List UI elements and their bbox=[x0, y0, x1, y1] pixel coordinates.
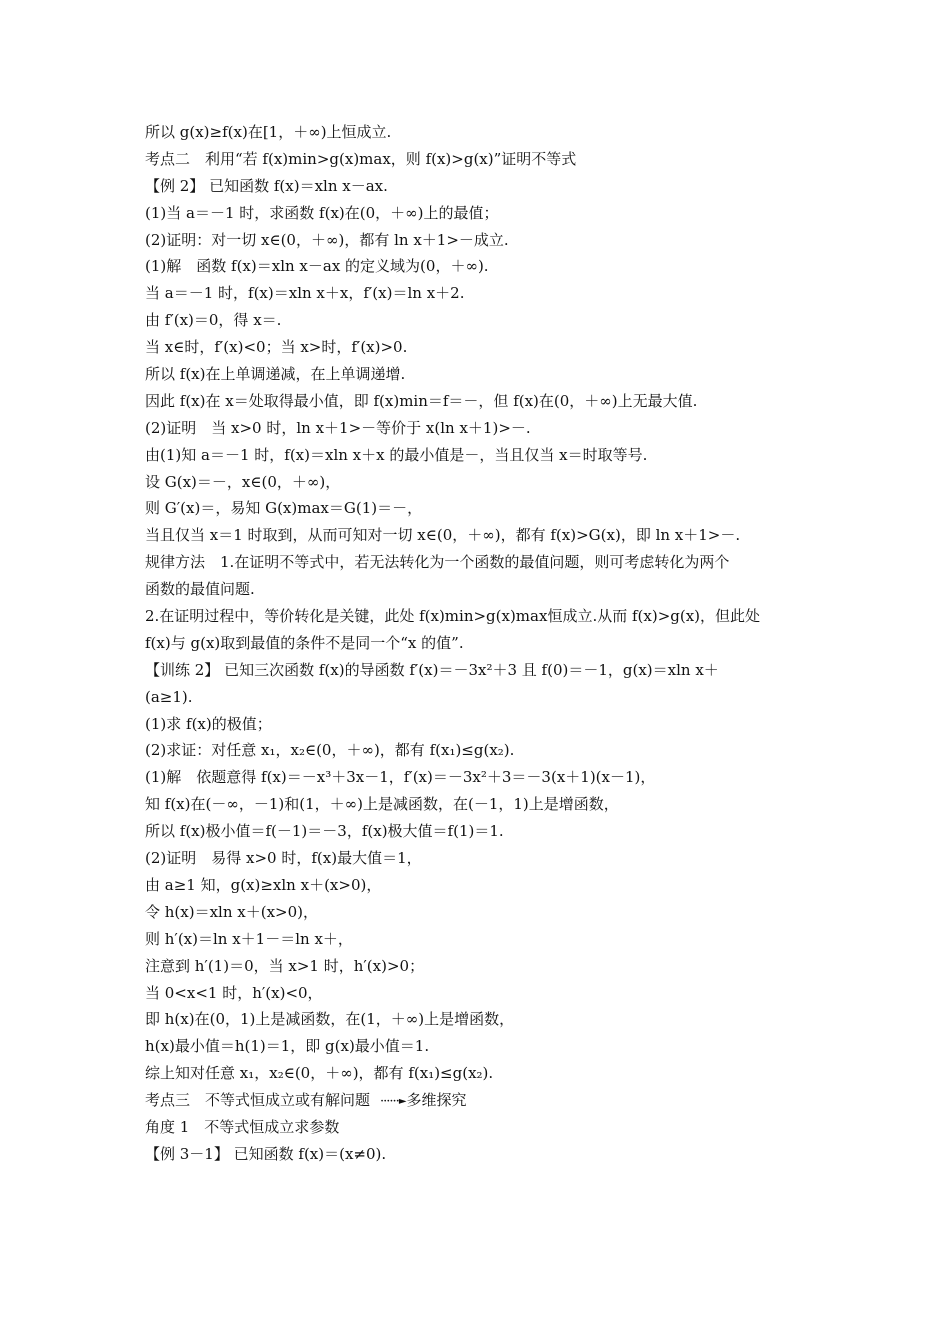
text-line: 即 h(x)在(0，1)上是减函数，在(1，＋∞)上是增函数， bbox=[145, 1010, 515, 1029]
section-badge: 多维探究 bbox=[406, 1091, 467, 1110]
text-line: 因此 f(x)在 x＝处取得最小值，即 f(x)min＝f＝－，但 f(x)在(0，＋∞)上无最大值. bbox=[145, 391, 698, 410]
arrow-icon: ······► bbox=[380, 1094, 407, 1110]
text-line: 知 f(x)在(－∞，－1)和(1，＋∞)上是减函数，在(－1，1)上是增函数， bbox=[145, 795, 619, 814]
text-line: (2)求证：对任意 x₁，x₂∈(0，＋∞)，都有 f(x₁)≤g(x₂). bbox=[145, 741, 515, 760]
text-line: (1)解 依题意得 f(x)＝－x³＋3x－1，f′(x)＝－3x²＋3＝－3(x＋1)(x－1)， bbox=[145, 768, 656, 787]
text-line: (2)证明 易得 x>0 时，f(x)最大值＝1， bbox=[145, 849, 422, 868]
text-line: 令 h(x)＝xln x＋(x>0)， bbox=[145, 902, 319, 921]
text-line: 2.在证明过程中，等价转化是关键，此处 f(x)min>g(x)max恒成立.从而 f(x)>g(x)，但此处 bbox=[145, 607, 761, 626]
text-line: 所以 g(x)≥f(x)在[1，＋∞)上恒成立. bbox=[145, 123, 392, 141]
text-line: 设 G(x)＝－，x∈(0，＋∞)， bbox=[145, 472, 341, 491]
text-line: f(x)与 g(x)取到最值的条件不是同一个“x 的值”. bbox=[145, 633, 464, 652]
text-line: 由(1)知 a＝－1 时，f(x)＝xln x＋x 的最小值是－，当且仅当 x＝时取等号. bbox=[145, 445, 648, 464]
text-line: (1)求 f(x)的极值； bbox=[145, 714, 272, 733]
example-heading: 【例 2】 已知函数 f(x)＝xln x－ax. bbox=[145, 176, 388, 195]
text-line: 当 x∈时，f′(x)<0；当 x>时，f′(x)>0. bbox=[145, 338, 408, 357]
exercise-heading: 【训练 2】 已知三次函数 f(x)的导函数 f′(x)＝－3x²＋3 且 f(0)＝－1，g(x)＝xln x＋ bbox=[145, 660, 719, 679]
text-line: (2)证明 当 x>0 时，ln x＋1>－等价于 x(ln x＋1)>－. bbox=[145, 418, 531, 437]
text-line: 当且仅当 x＝1 时取到，从而可知对一切 x∈(0，＋∞)，都有 f(x)>G(x)，即 ln x＋1>－. bbox=[145, 526, 741, 545]
text-line: 则 h′(x)＝ln x＋1－＝ln x＋， bbox=[145, 929, 353, 948]
method-note: 规律方法 1.在证明不等式中，若无法转化为一个函数的最值问题，则可考虑转化为两个 bbox=[145, 553, 730, 572]
text-line: 综上知对任意 x₁，x₂∈(0，＋∞)，都有 f(x₁)≤g(x₂). bbox=[145, 1064, 494, 1083]
text-line: 当 0<x<1 时，h′(x)<0， bbox=[145, 983, 323, 1002]
text-line: (1)当 a＝－1 时，求函数 f(x)在(0，＋∞)上的最值； bbox=[145, 203, 499, 222]
text-line: 函数的最值问题. bbox=[145, 580, 255, 599]
text-line: 由 a≥1 知，g(x)≥xln x＋(x>0)， bbox=[145, 875, 382, 894]
text-line: 注意到 h′(1)＝0，当 x>1 时，h′(x)>0； bbox=[145, 956, 425, 975]
text-line: 由 f′(x)＝0，得 x＝. bbox=[145, 311, 282, 330]
text-line: 当 a＝－1 时，f(x)＝xln x＋x，f′(x)＝ln x＋2. bbox=[145, 284, 465, 303]
subsection-heading: 角度 1 不等式恒成立求参数 bbox=[145, 1117, 340, 1136]
text-line: 则 G′(x)＝，易知 G(x)max＝G(1)＝－， bbox=[145, 499, 423, 518]
text-line: (1)解 函数 f(x)＝xln x－ax 的定义域为(0，＋∞). bbox=[145, 257, 489, 276]
text-line: 所以 f(x)在上单调递减，在上单调递增. bbox=[145, 365, 406, 384]
section-title: 考点三 不等式恒成立或有解问题 bbox=[145, 1091, 371, 1110]
text-line: (a≥1). bbox=[145, 687, 193, 706]
text-line: h(x)最小值＝h(1)＝1，即 g(x)最小值＝1. bbox=[145, 1037, 430, 1056]
text-line: 所以 f(x)极小值＝f(－1)＝－3，f(x)极大值＝f(1)＝1. bbox=[145, 822, 504, 841]
example-heading: 【例 3－1】 已知函数 f(x)＝(x≠0). bbox=[145, 1144, 387, 1163]
section-heading: 考点二 利用“若 f(x)min>g(x)max，则 f(x)>g(x)”证明不等式 bbox=[145, 149, 577, 168]
document-body bbox=[145, 119, 825, 1168]
section-heading bbox=[145, 1087, 825, 1114]
text-line: (2)证明：对一切 x∈(0，＋∞)，都有 ln x＋1>－成立. bbox=[145, 230, 509, 249]
